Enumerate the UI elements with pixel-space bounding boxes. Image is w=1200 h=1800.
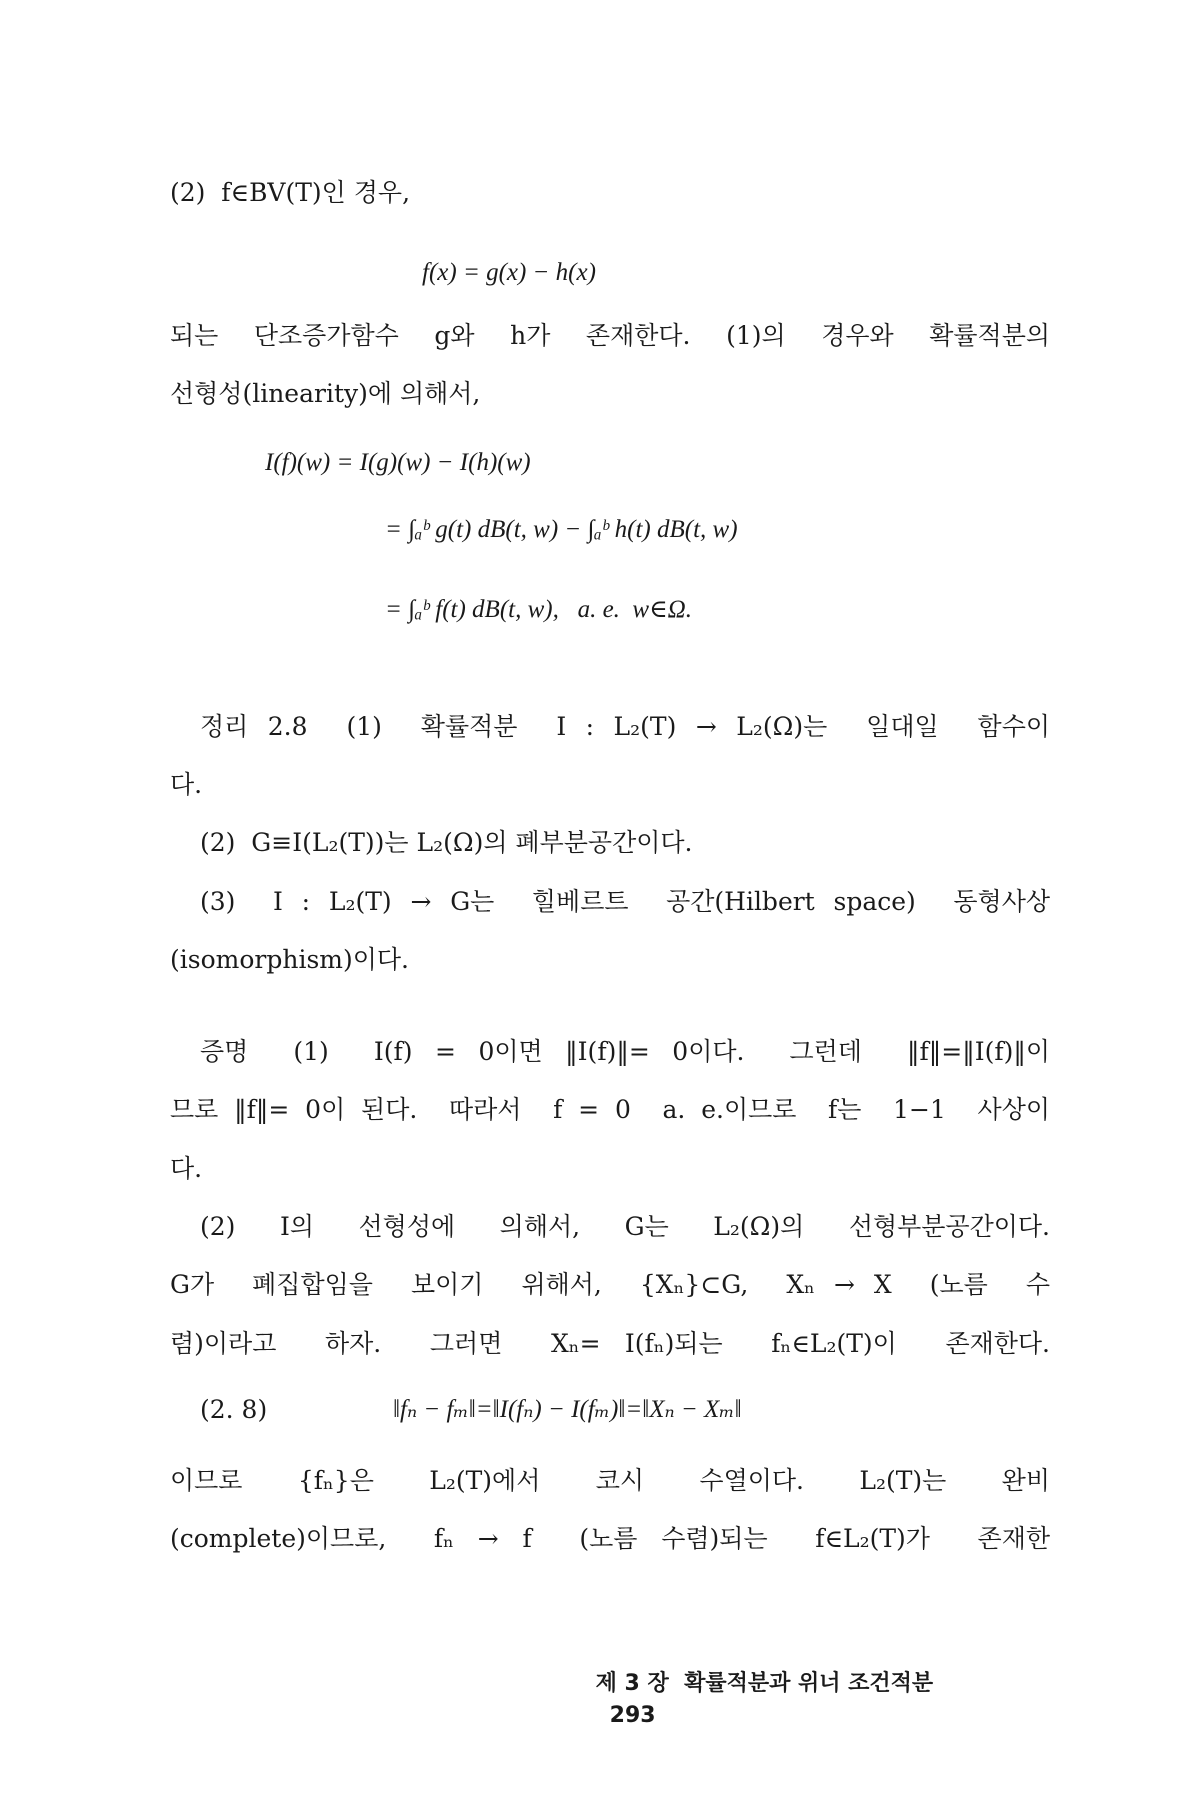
theorem-2-8-line: (isomorphism)이다. [170, 945, 409, 974]
proof-line: G가 폐집합임을 보이기 위해서, {Xₙ}⊂G, Xₙ → X (노름 수 [170, 1270, 1050, 1299]
proof-line: (complete)이므로, fₙ → f (노름 수렴)되는 f∈L₂(T)가 존재한 [170, 1524, 1050, 1553]
equation-integral-line-3: = ∫ₐᵇ f(t) dB(t, w), a. e. w∈Ω. [385, 596, 692, 623]
equation-2-8: ‖fₙ − fₘ‖=‖I(fₙ) − I(fₘ)‖=‖Xₙ − Xₘ‖ [393, 1396, 742, 1423]
proof-line: 다. [170, 1154, 203, 1183]
theorem-2-8-line: (2) G≡I(L₂(T))는 L₂(Ω)의 폐부분공간이다. [200, 828, 693, 857]
theorem-2-8-line: 다. [170, 770, 203, 799]
proof-line: (2) I의 선형성에 의해서, G는 L₂(Ω)의 선형부분공간이다. [200, 1212, 1050, 1241]
equation-number: (2. 8) [200, 1395, 268, 1424]
proof-line: 므로 ‖f‖= 0이 된다. 따라서 f = 0 a. e.이므로 f는 1−1 사상이 [170, 1095, 1050, 1124]
paragraph-line: 되는 단조증가함수 g와 h가 존재한다. (1)의 경우와 확률적분의 [170, 321, 1050, 350]
proof-line: 증명 (1) I(f) = 0이면 ‖I(f)‖= 0이다. 그런데 ‖f‖=‖I(f)‖이 [200, 1037, 1050, 1066]
paragraph-line: 선형성(linearity)에 의해서, [170, 379, 481, 408]
equation-integral-line-1: I(f)(w) = I(g)(w) − I(h)(w) [265, 449, 531, 476]
equation-integral-line-2: = ∫ₐᵇ g(t) dB(t, w) − ∫ₐᵇ h(t) dB(t, w) [385, 516, 738, 543]
theorem-2-8-line: (3) I : L₂(T) → G는 힐베르트 공간(Hilbert space) 동형사상 [200, 887, 1050, 916]
proof-line: 이므로 {fₙ}은 L₂(T)에서 코시 수열이다. L₂(T)는 완비 [170, 1466, 1050, 1495]
theorem-2-8-line: 정리 2.8 (1) 확률적분 I : L₂(T) → L₂(Ω)는 일대일 함수이 [200, 712, 1050, 741]
case-2-line: (2) f∈BV(T)인 경우, [170, 178, 411, 207]
proof-line: 렴)이라고 하자. 그러면 Xₙ= I(fₙ)되는 fₙ∈L₂(T)이 존재한다. [170, 1329, 1050, 1358]
running-footer [565, 1636, 933, 1764]
equation-f-decomposition: f(x) = g(x) − h(x) [422, 259, 596, 286]
page-number: 293 [609, 1703, 656, 1728]
chapter-title: 제 3 장 확률적분과 위너 조건적분 [595, 1671, 934, 1696]
